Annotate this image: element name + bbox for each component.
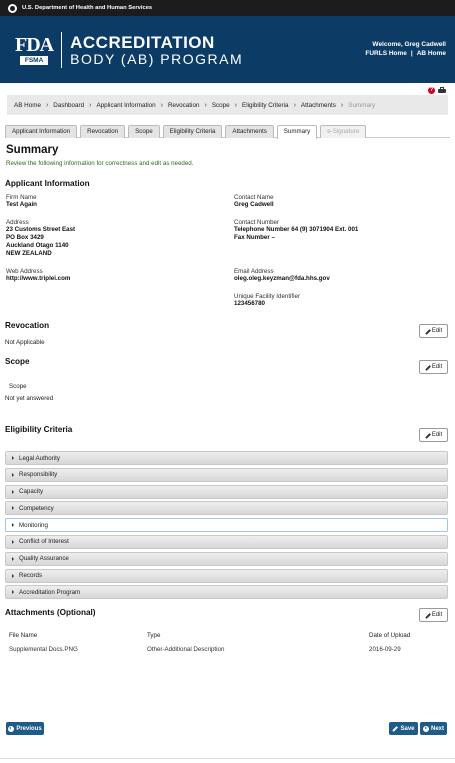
contact-number-field [234,219,449,258]
edit-label: Edit [431,328,443,334]
edit-label: Edit [431,432,443,438]
scope-heading: Scope [5,357,30,366]
contact-name-value: Greg Cadwell [234,201,274,208]
breadcrumb [7,95,448,115]
program-title-line2: BODY (AB) PROGRAM [70,50,244,67]
attachments-table [9,632,450,653]
link-separator: | [410,50,413,57]
eligibility-section [5,425,448,451]
breadcrumb-arrow-icon: › [293,101,296,109]
accordion-label: Records [19,572,43,580]
edit-eligibility-button[interactable] [419,428,448,442]
revocation-value: Not Applicable [5,339,45,346]
breadcrumb-dashboard[interactable]: Dashboard [53,101,85,109]
tab-summary[interactable]: Summary [277,125,317,139]
previous-label: Previous [16,725,42,732]
hhs-bar [0,0,455,16]
arrow-left-icon [8,726,14,732]
breadcrumb-arrow-icon: › [234,101,238,109]
breadcrumb-revocation[interactable]: Revocation [167,101,200,109]
fax-value: Fax Number – [234,234,275,241]
header-links [365,49,446,58]
pencil-icon [425,329,430,334]
breadcrumb-arrow-icon: › [340,101,344,109]
pencil-icon [425,433,430,438]
accordion-legal-authority[interactable] [5,451,448,465]
email-address-value: oleg.oleg.keyzman@fda.hhs.gov [234,275,330,282]
column-header-date-of-upload: Date of Upload [369,632,411,640]
breadcrumb-arrow-icon: › [45,101,49,109]
hhs-eagle-icon [8,4,17,13]
accordion-competency[interactable] [5,501,448,515]
hhs-bar-text: U.S. Department of Health and Human Services [22,5,153,11]
next-label: Next [430,725,444,732]
web-address-value: http://www.triplei.com [6,275,71,282]
address-line: NEW ZEALAND [6,250,52,257]
page-bottom-divider [0,758,455,759]
tab-revocation[interactable]: Revocation [80,125,125,138]
address-line: Auckland Otago 1140 [6,242,69,249]
telephone-value: Telephone Number 64 (9) 3071904 Ext. 001 [234,226,359,233]
accordion-label: Conflict of Interest [19,538,69,546]
caret-right-icon [12,540,14,544]
breadcrumb-scope[interactable]: Scope [211,101,230,109]
save-button[interactable] [389,722,418,735]
accordion-label: Responsibility [19,471,58,479]
next-button[interactable] [420,722,447,735]
breadcrumb-attachments[interactable]: Attachments [300,101,336,109]
applicant-heading: Applicant Information [5,179,90,188]
address-field [6,219,234,258]
accordion-accreditation-program[interactable] [5,585,448,599]
ab-home-link[interactable]: AB Home [416,50,446,57]
breadcrumb-ab-home[interactable]: AB Home [14,101,41,109]
edit-scope-button[interactable] [419,360,448,374]
applicant-section [0,179,455,308]
previous-button[interactable] [6,722,44,735]
revocation-heading: Revocation [5,321,50,330]
caret-right-icon [12,557,14,561]
accordion-records[interactable] [5,569,448,583]
print-icon[interactable] [438,87,446,94]
welcome-text: Welcome, Greg Cadwell [372,41,446,48]
column-header-type: Type [147,632,161,640]
breadcrumb-arrow-icon: › [160,101,163,109]
web-address-field [6,268,234,283]
accordion-label: Accreditation Program [19,588,81,596]
edit-attachments-button[interactable] [419,608,448,622]
accordion-label: Competency [19,504,54,512]
breadcrumb-applicant-information[interactable]: Applicant Information [96,101,156,109]
firm-name-label: Firm Name [6,194,37,201]
program-title [70,34,243,66]
tab-scope[interactable]: Scope [128,125,160,138]
accordion-label: Capacity [19,488,44,496]
tab-e-signature: e-Signature [320,125,366,138]
tab-applicant-information[interactable]: Applicant Information [5,125,77,138]
caret-right-icon [12,456,14,460]
pencil-icon [425,365,430,370]
accordion-responsibility[interactable] [5,468,448,482]
help-icon[interactable]: ? [429,87,434,93]
breadcrumb-arrow-icon: › [89,101,92,109]
firm-name-field [6,194,234,209]
user-panel [365,40,446,58]
scope-label: Scope [9,383,27,390]
attachment-file-name[interactable]: Supplemental Docs.PNG [9,646,78,654]
caret-right-icon [12,506,14,510]
caret-right-icon [12,490,14,494]
accordion-conflict-of-interest[interactable] [5,535,448,549]
eligibility-accordion [5,451,448,599]
edit-revocation-button[interactable] [419,324,448,338]
address-line: PO Box 3429 [6,234,44,241]
save-label: Save [400,725,415,732]
address-label: Address [6,219,29,226]
column-header-file-name: File Name [9,632,38,640]
firm-name-value: Test Again [6,201,37,208]
arrow-right-icon [423,726,429,732]
fsma-logo-text: FSMA [20,56,48,65]
accordion-quality-assurance[interactable] [5,552,448,566]
contact-name-label: Contact Name [234,194,274,201]
fda-logo-text: FDA [15,33,54,56]
tab-eligibility-criteria[interactable]: Eligibility Criteria [163,125,223,138]
ufi-value: 123456780 [234,300,265,307]
ufi-label: Unique Facility Identifier [234,293,301,300]
pencil-icon [425,613,430,618]
email-address-label: Email Address [234,268,274,275]
furls-home-link[interactable]: FURLS Home [365,50,407,57]
web-address-label: Web Address [6,268,43,275]
breadcrumb-summary: Summary [348,101,376,109]
accordion-label: Monitoring [19,521,48,529]
page-title: Summary [6,144,59,156]
eligibility-heading: Eligibility Criteria [5,425,73,434]
fda-fsma-logo[interactable] [15,35,53,65]
revocation-section [5,321,448,353]
accordion-label: Quality Assurance [19,555,69,563]
attachments-section [5,608,448,632]
address-line: 23 Customs Street East [6,226,76,233]
intro-text: Review the following information for correctness and edit as needed. [6,160,194,167]
edit-label: Edit [431,612,443,619]
banner-divider [61,32,62,68]
contact-number-label: Contact Number [234,219,280,226]
ufi-field [234,293,449,308]
edit-label: Edit [431,364,443,370]
scope-value: Not yet answered [5,395,54,402]
tab-attachments[interactable]: Attachments [225,125,273,138]
utility-icons [0,83,455,95]
caret-right-icon [12,523,14,527]
scope-section [5,357,448,425]
caret-right-icon [12,473,14,477]
pencil-icon [392,726,398,731]
attachments-heading: Attachments (Optional) [5,608,96,618]
email-address-field [234,268,449,283]
attachment-type: Other-Additional Description [147,646,225,654]
program-title-line1: ACCREDITATION [70,32,215,52]
wizard-tabs [5,125,450,138]
attachment-date: 2016-09-29 [369,646,401,654]
accordion-label: Legal Authority [19,454,60,462]
accordion-capacity[interactable] [5,485,448,499]
applicant-info-grid [6,194,455,308]
spacer [6,293,234,308]
banner [0,16,455,83]
caret-right-icon [12,574,14,578]
accordion-monitoring[interactable] [5,518,448,532]
breadcrumb-eligibility-criteria[interactable]: Eligibility Criteria [242,101,289,109]
caret-right-icon [12,590,14,594]
contact-name-field [234,194,449,209]
breadcrumb-arrow-icon: › [204,101,207,109]
